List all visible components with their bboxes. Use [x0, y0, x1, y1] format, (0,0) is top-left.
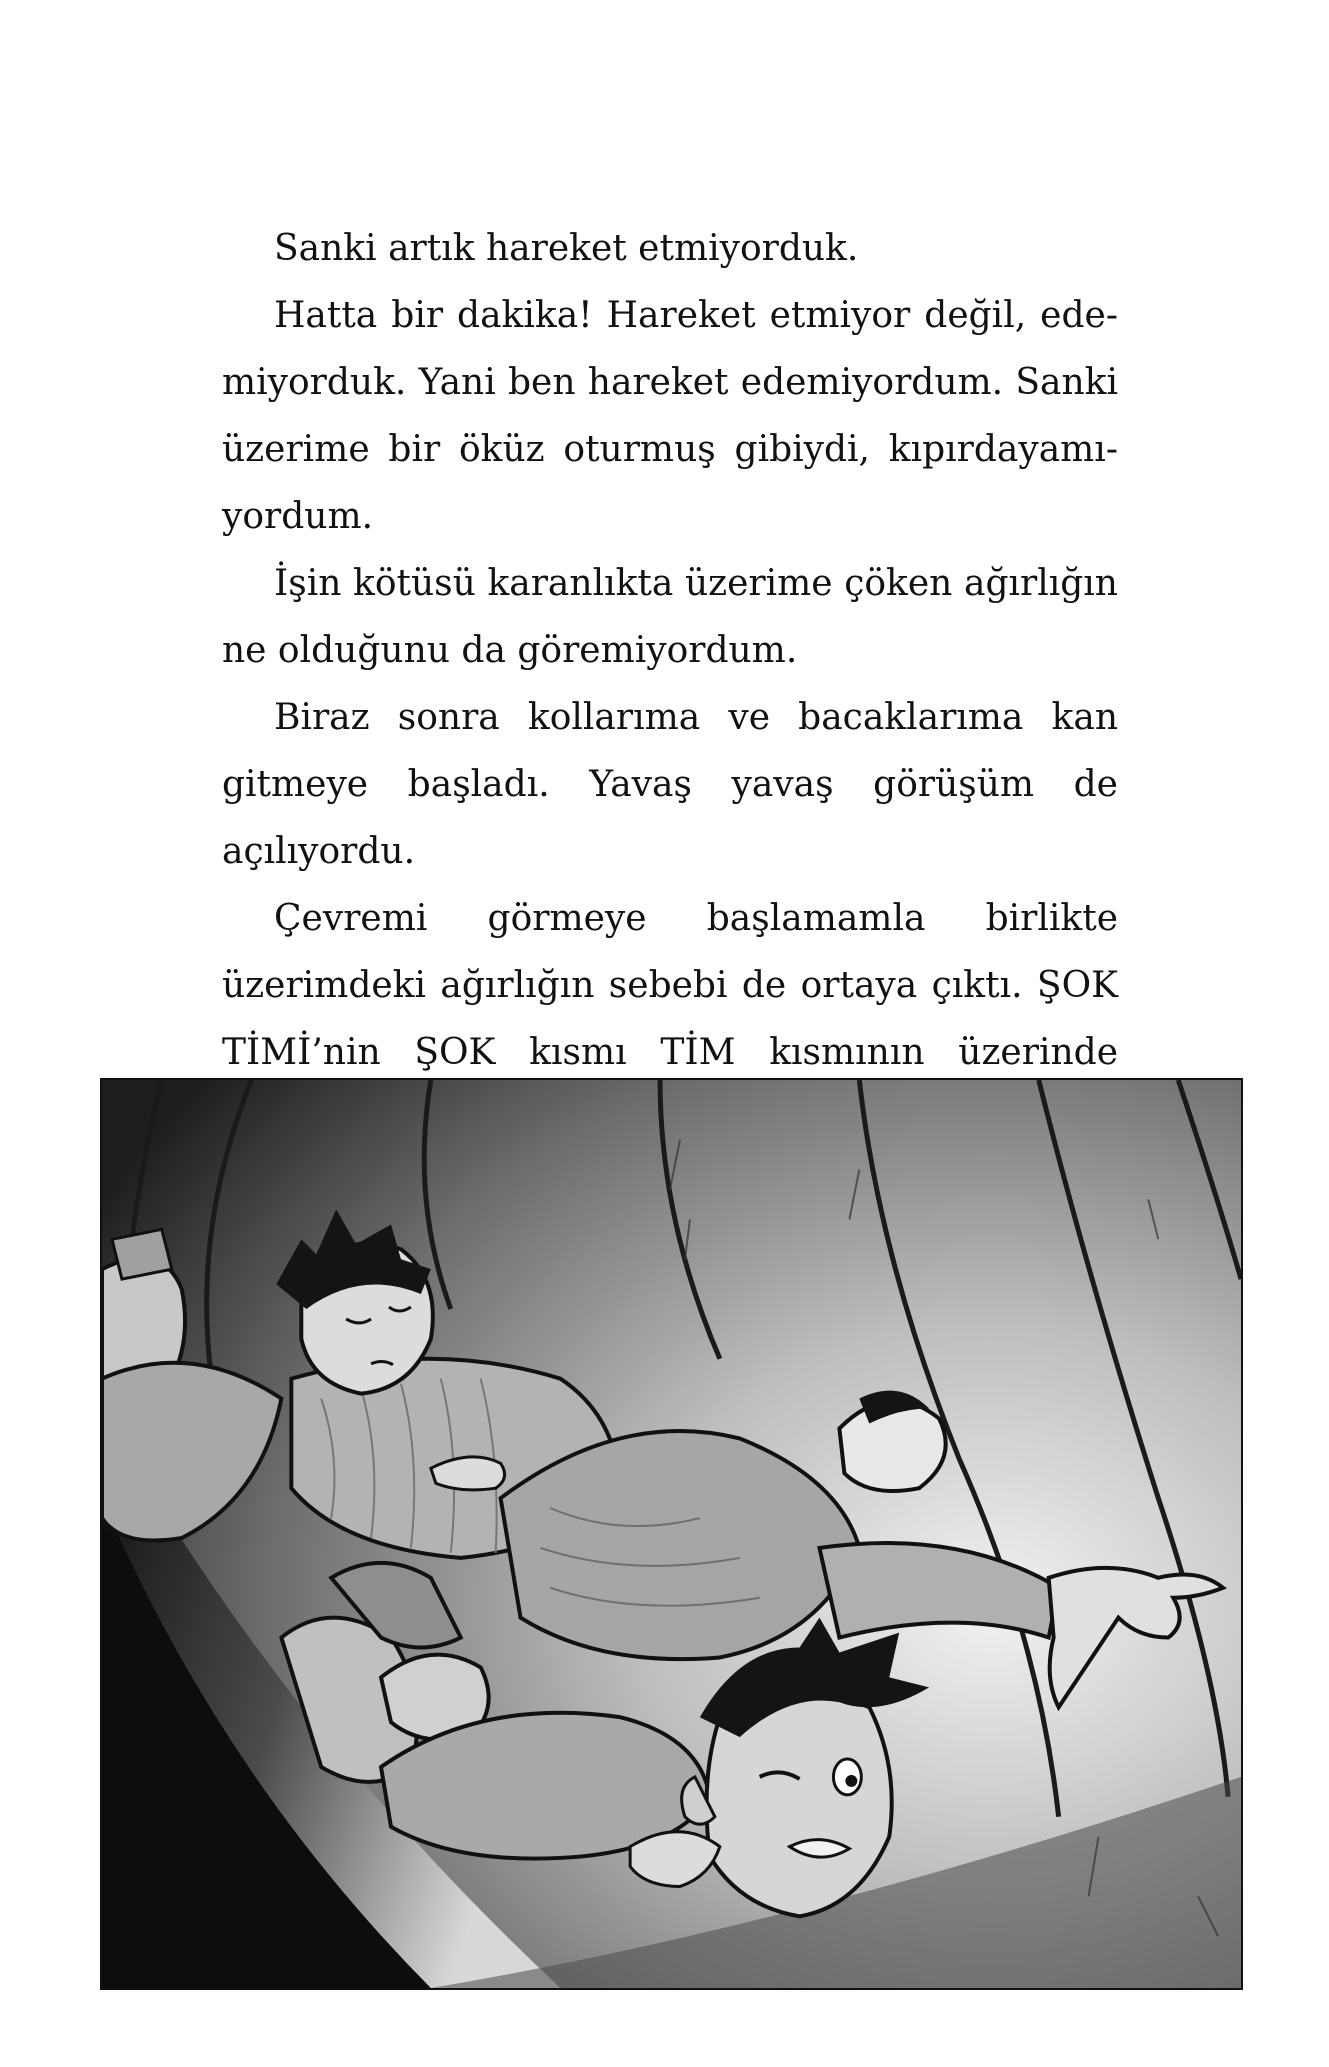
body-text — [222, 215, 1118, 1153]
comic-illustration-icon — [102, 1080, 1241, 1988]
comic-illustration — [100, 1078, 1243, 1990]
paragraph-5: Çevremi görmeye başlamamla birlikte üzerimdeki ağırlığın sebebi de ortaya çıktı. ŞOK TİMİ’nin ŞOK kısmı TİM kısmının üzerinde — [222, 898, 1118, 1073]
paragraph-3: İşin kötüsü karanlıkta üzerime çöken ağırlığın ne olduğunu da göremiyordum. — [222, 563, 1118, 671]
paragraph-4: Biraz sonra kollarıma ve bacaklarıma kan gitmeye başladı. Yavaş yavaş görüşüm de açılıyordu. — [222, 697, 1118, 872]
paragraph-2: Hatta bir dakika! Hareket etmiyor değil, edemiyorduk. Yani ben hareket edemiyordum. Sanki üzerime bir öküz oturmuş gibiydi, kıpırdayamıyordum. — [222, 295, 1118, 537]
paragraph-1: Sanki artık hareket etmiyorduk. — [274, 228, 859, 269]
